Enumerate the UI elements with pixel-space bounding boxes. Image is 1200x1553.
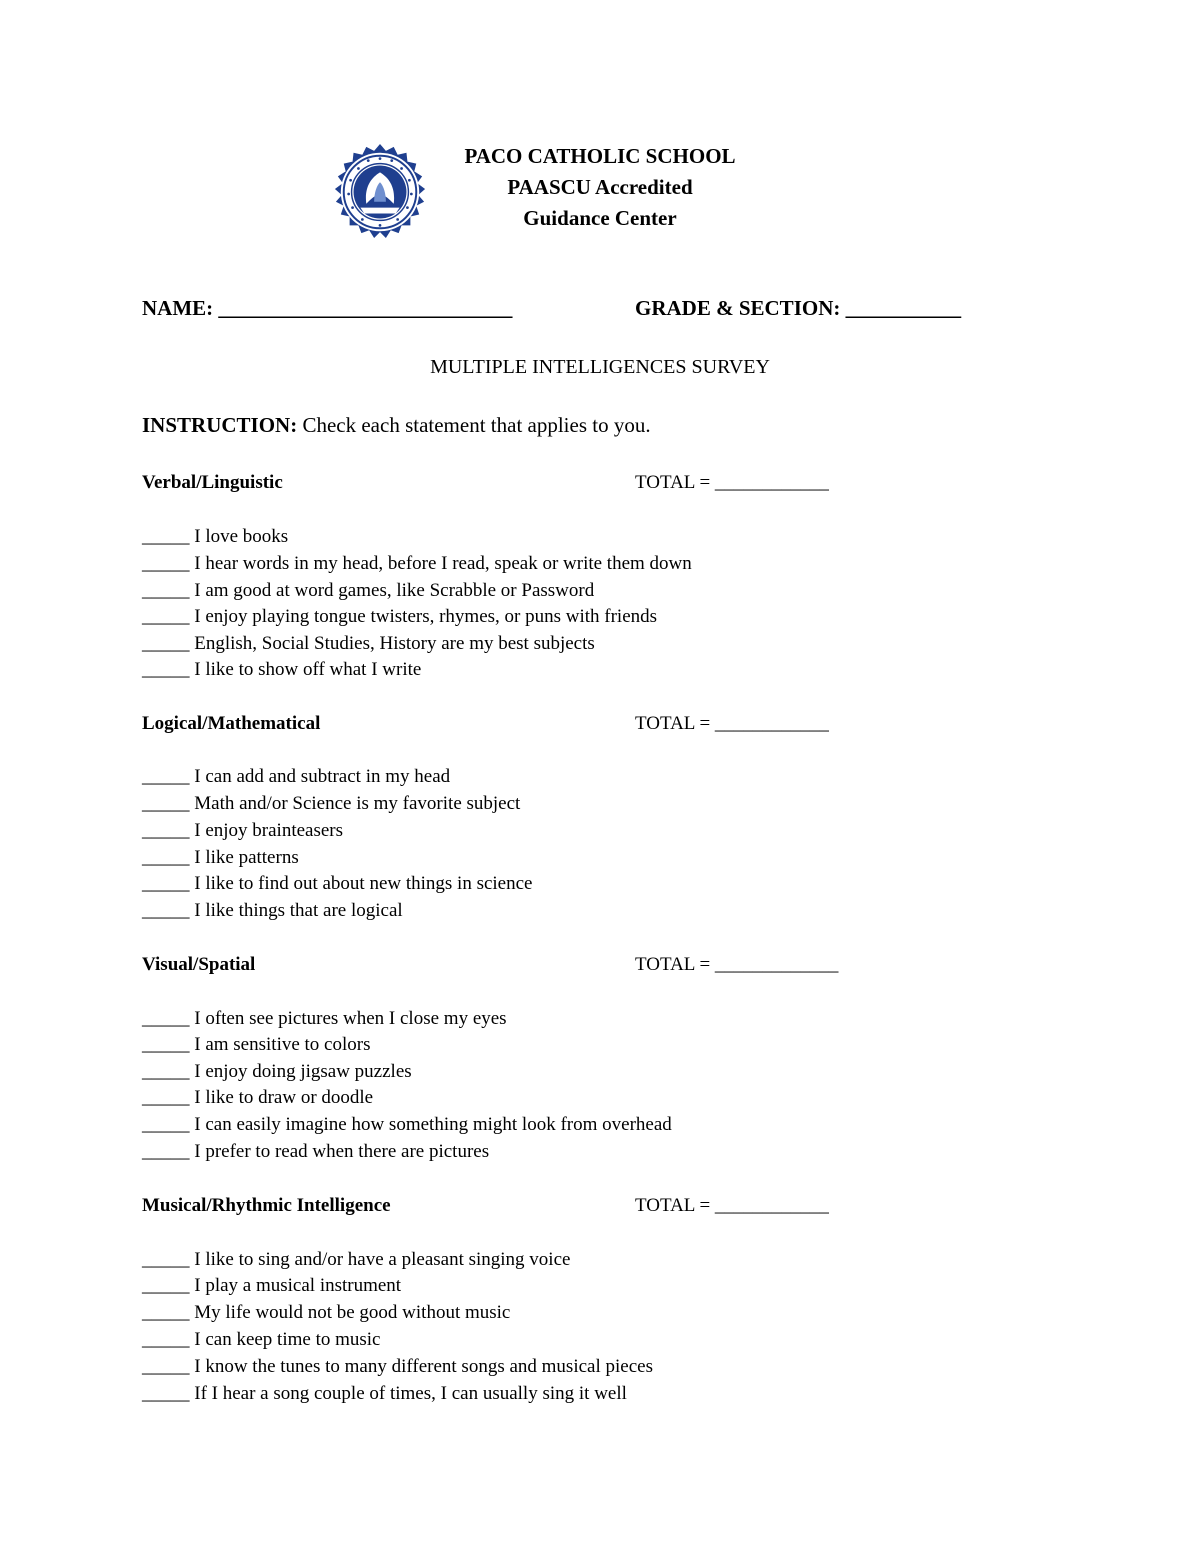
name-blank[interactable]: ____________________________ [218, 296, 513, 320]
survey-item[interactable]: _____ I play a musical instrument [142, 1275, 402, 1296]
survey-item[interactable]: _____ English, Social Studies, History are my best subjects [142, 633, 595, 654]
survey-item[interactable]: _____ I know the tunes to many different songs and musical pieces [142, 1356, 653, 1377]
school-name: PACO CATHOLIC SCHOOL [464, 144, 736, 168]
survey-item[interactable]: _____ I like to find out about new things in science [142, 873, 533, 894]
survey-item[interactable]: _____ I enjoy playing tongue twisters, rhymes, or puns with friends [142, 606, 658, 627]
survey-item[interactable]: _____ Math and/or Science is my favorite subject [142, 793, 521, 814]
section-title-verbal: Verbal/Linguistic [142, 472, 283, 493]
survey-item[interactable]: _____ I can add and subtract in my head [142, 766, 451, 787]
instruction-text: Check each statement that applies to you. [297, 413, 651, 437]
survey-item[interactable]: _____ I like to sing and/or have a pleasant singing voice [142, 1249, 571, 1270]
survey-item[interactable]: _____ I like to show off what I write [142, 659, 422, 680]
total-visual[interactable]: TOTAL = _____________ [635, 954, 839, 975]
instruction-label: INSTRUCTION: [142, 413, 298, 437]
survey-item[interactable]: _____ I love books [142, 526, 289, 547]
survey-item[interactable]: _____ I like things that are logical [142, 900, 403, 921]
survey-item[interactable]: _____ If I hear a song couple of times, I can usually sing it well [142, 1383, 627, 1404]
survey-item[interactable]: _____ My life would not be good without music [142, 1302, 511, 1323]
survey-item[interactable]: _____ I enjoy doing jigsaw puzzles [142, 1061, 412, 1082]
survey-item[interactable]: _____ I prefer to read when there are pictures [142, 1141, 490, 1162]
section-title-visual: Visual/Spatial [142, 954, 256, 975]
survey-item[interactable]: _____ I hear words in my head, before I read, speak or write them down [142, 553, 692, 574]
grade-section-field [635, 298, 961, 319]
survey-item[interactable]: _____ I often see pictures when I close my eyes [142, 1008, 507, 1029]
section-title-musical: Musical/Rhythmic Intelligence [142, 1195, 391, 1216]
office-name: Guidance Center [523, 206, 677, 230]
survey-title: MULTIPLE INTELLIGENCES SURVEY [430, 356, 770, 378]
survey-item[interactable]: _____ I like to draw or doodle [142, 1087, 374, 1108]
survey-item[interactable]: _____ I like patterns [142, 847, 299, 868]
total-logical[interactable]: TOTAL = ____________ [635, 713, 829, 734]
total-verbal[interactable]: TOTAL = ____________ [635, 472, 829, 493]
total-musical[interactable]: TOTAL = ____________ [635, 1195, 829, 1216]
section-title-logical: Logical/Mathematical [142, 713, 321, 734]
accreditation: PAASCU Accredited [507, 175, 693, 199]
survey-item[interactable]: _____ I am sensitive to colors [142, 1034, 371, 1055]
survey-item[interactable]: _____ I can easily imagine how something might look from overhead [142, 1114, 672, 1135]
grade-section-blank[interactable]: ___________ [845, 296, 962, 320]
instruction [142, 415, 651, 436]
grade-section-label: GRADE & SECTION: [635, 296, 841, 320]
survey-item[interactable]: _____ I am good at word games, like Scrabble or Password [142, 580, 595, 601]
name-label: NAME: [142, 296, 214, 320]
survey-item[interactable]: _____ I enjoy brainteasers [142, 820, 344, 841]
name-field [142, 298, 512, 319]
survey-item[interactable]: _____ I can keep time to music [142, 1329, 381, 1350]
